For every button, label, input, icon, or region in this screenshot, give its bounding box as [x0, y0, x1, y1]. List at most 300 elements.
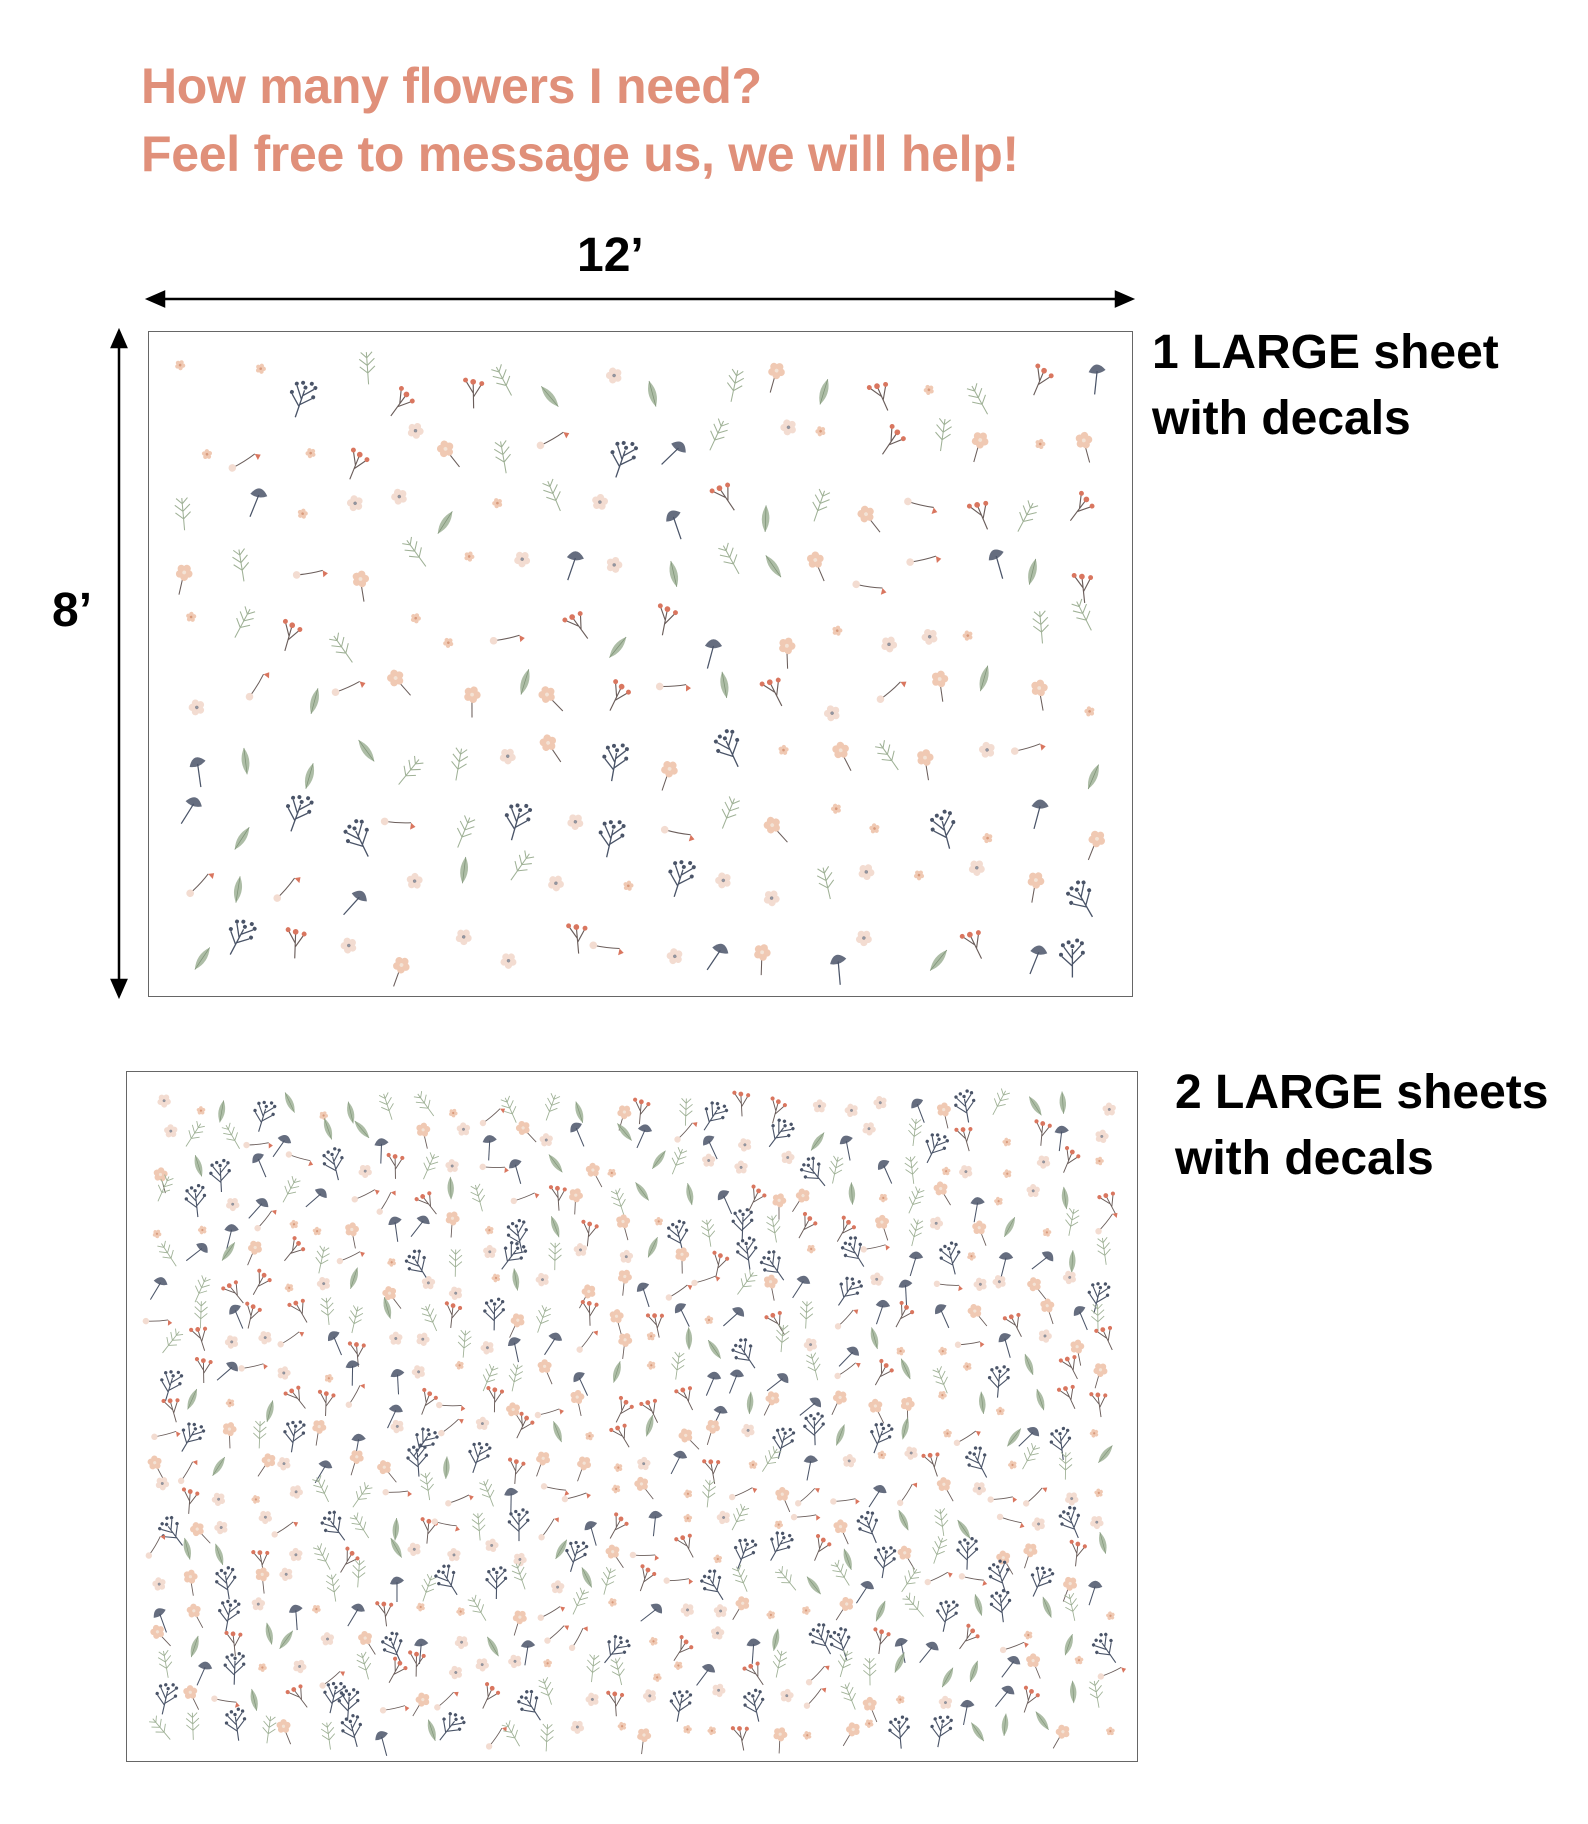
decal-motif: [449, 1249, 462, 1276]
decal-motif: [869, 1327, 881, 1350]
decal-motif: [389, 1575, 409, 1603]
decal-motif: [853, 1508, 886, 1547]
decal-motif: [1002, 1216, 1018, 1239]
decal-motif: [1056, 1381, 1083, 1412]
decal-motif: [406, 871, 425, 890]
decal-motif: [345, 492, 366, 514]
decal-motif: [186, 1712, 200, 1740]
decal-motif: [485, 1635, 502, 1658]
decal-motif: [932, 1597, 960, 1634]
decal-motif: [967, 1251, 977, 1261]
decal-motif: [807, 1533, 834, 1564]
decal-motif: [351, 1189, 381, 1203]
decal-motif: [932, 1179, 956, 1209]
decal-motif: [1023, 1562, 1057, 1601]
decal-motif: [741, 1184, 768, 1215]
decal-motif: [805, 549, 830, 584]
decal-motif: [825, 1388, 850, 1418]
decal-motif: [1000, 1642, 1029, 1654]
decal-motif: [961, 1444, 996, 1483]
decal-motif: [645, 380, 659, 408]
decal-motif: [215, 1359, 241, 1388]
decal-motif: [721, 1304, 747, 1333]
decal-motif: [604, 1542, 629, 1572]
decal-motif: [881, 635, 899, 653]
sheet-one-caption-line-2: with decals: [1152, 392, 1411, 445]
decal-motif: [550, 1579, 566, 1595]
decal-motif: [182, 1683, 204, 1712]
decal-motif: [895, 1694, 907, 1706]
decal-motif: [1020, 1486, 1051, 1508]
decal-motif: [986, 1364, 1011, 1399]
decal-motif: [1097, 1188, 1125, 1219]
decal-motif: [407, 422, 425, 440]
decal-motif: [447, 1663, 465, 1681]
decal-motif: [238, 1360, 268, 1376]
decal-motif: [906, 552, 942, 570]
decal-motif: [961, 628, 975, 642]
decal-motif: [315, 1274, 334, 1293]
decal-motif: [604, 365, 626, 387]
decal-motif: [645, 1236, 660, 1259]
decal-motif: [1064, 1490, 1080, 1507]
decal-motif: [724, 369, 746, 404]
decal-motif: [549, 1184, 569, 1211]
decal-motif: [405, 1443, 429, 1477]
decal-motif: [659, 438, 689, 472]
decal-motif: [830, 1215, 858, 1246]
decal-motif: [636, 1456, 651, 1472]
decal-motif: [584, 1690, 602, 1708]
decal-motif: [1017, 1541, 1040, 1570]
decal-motif: [732, 1269, 758, 1299]
decal-motif: [196, 1105, 207, 1116]
decal-motif: [832, 1362, 863, 1380]
decal-motif: [490, 363, 519, 399]
decal-motif: [333, 1546, 362, 1578]
decal-motif: [1096, 1237, 1112, 1266]
decal-motif: [172, 1418, 208, 1457]
decal-motif: [748, 1460, 758, 1470]
decal-motif: [414, 1387, 440, 1418]
decal-motif: [375, 1599, 396, 1627]
decal-motif: [584, 1161, 607, 1190]
decal-motif: [682, 1488, 694, 1500]
decal-motif: [715, 796, 741, 832]
decal-motif: [700, 1219, 717, 1248]
decal-motif: [632, 1564, 658, 1595]
decal-motif: [1062, 490, 1097, 527]
decal-motif: [752, 943, 772, 976]
decal-motif: [356, 1629, 380, 1659]
decal-motif: [406, 1540, 424, 1558]
decal-motif: [1048, 1426, 1074, 1461]
decal-motif: [629, 1546, 660, 1567]
decal-motif: [240, 1301, 263, 1330]
decal-motif: [1075, 431, 1096, 464]
decal-motif: [284, 1146, 314, 1172]
decal-motif: [717, 542, 746, 578]
decal-motif: [157, 1328, 184, 1357]
decal-motif: [871, 1544, 898, 1580]
decal-motif: [175, 359, 186, 371]
decal-motif: [485, 1538, 499, 1552]
decal-motif: [566, 922, 590, 955]
decal-motif: [803, 1412, 826, 1446]
decal-motif: [520, 1640, 537, 1666]
decal-motif: [679, 1601, 697, 1619]
decal-motif: [939, 1666, 955, 1689]
decal-motif: [1070, 598, 1098, 634]
decal-motif: [632, 1474, 658, 1503]
decal-motif: [996, 1509, 1026, 1535]
decal-motif: [770, 1650, 788, 1679]
decal-motif: [250, 1494, 262, 1506]
decal-motif: [508, 1508, 530, 1541]
decal-motif: [615, 1121, 634, 1142]
decal-motif: [352, 1119, 371, 1140]
decal-motif: [981, 831, 995, 845]
decal-motif: [851, 574, 887, 602]
decal-motif: [799, 1301, 813, 1329]
decal-motif: [389, 1367, 410, 1395]
decal-motif: [877, 1450, 887, 1460]
decal-motif: [231, 548, 251, 582]
decal-motif: [1089, 1428, 1101, 1440]
decal-motif: [952, 1430, 982, 1446]
decal-motif: [192, 1154, 205, 1177]
decal-motif: [609, 1395, 636, 1426]
decal-motif: [921, 1449, 946, 1479]
decal-motif: [570, 1454, 593, 1484]
decal-motif: [505, 1335, 529, 1364]
decal-motif: [842, 1453, 857, 1468]
decal-motif: [313, 1245, 331, 1274]
decal-motif: [489, 631, 525, 649]
decal-motif: [356, 738, 378, 764]
decal-motif: [965, 429, 991, 464]
decal-motif: [701, 1480, 717, 1508]
decal-motif: [537, 731, 566, 766]
decal-motif: [280, 1418, 307, 1454]
decal-motif: [927, 808, 962, 852]
decal-motif: [223, 1333, 241, 1351]
decal-motif: [666, 1147, 688, 1177]
sheet-preview-two: [126, 1071, 1138, 1762]
decal-motif: [669, 1449, 689, 1476]
decal-motif: [275, 1455, 293, 1473]
decal-motif: [1095, 1157, 1104, 1166]
decal-motif: [328, 632, 359, 667]
decal-motif: [503, 1486, 523, 1513]
decal-motif: [210, 1690, 241, 1714]
decal-motif: [867, 1397, 889, 1426]
width-label: 12’: [577, 229, 644, 282]
decal-motif: [953, 1623, 983, 1655]
decal-motif: [317, 1390, 336, 1417]
decal-motif: [695, 1097, 731, 1136]
decal-motif: [304, 1185, 330, 1214]
decal-motif: [671, 1121, 702, 1144]
decal-motif: [479, 1339, 497, 1357]
decal-motif: [937, 1694, 954, 1711]
decal-motif: [579, 1566, 595, 1589]
decal-motif: [860, 1241, 890, 1257]
decal-motif: [573, 1329, 603, 1354]
decal-motif: [152, 1229, 162, 1239]
decal-motif: [1070, 1339, 1086, 1366]
decal-motif: [269, 875, 305, 903]
decal-motif: [278, 1235, 308, 1266]
decal-motif: [634, 1280, 659, 1309]
decal-motif: [348, 1481, 374, 1511]
decal-motif: [1002, 1168, 1014, 1180]
decal-motif: [957, 1163, 975, 1181]
decal-motif: [920, 626, 941, 647]
decal-motif: [679, 1098, 693, 1126]
decal-motif: [932, 670, 950, 702]
decal-motif: [607, 1597, 619, 1609]
decal-motif: [1061, 877, 1103, 924]
decal-motif: [1016, 1685, 1041, 1715]
decal-motif: [484, 1224, 495, 1236]
decal-motif: [804, 1575, 823, 1597]
decal-motif: [607, 1168, 618, 1179]
decal-motif: [1061, 1186, 1070, 1209]
decal-motif: [707, 1250, 730, 1279]
decal-motif: [284, 1282, 295, 1294]
decal-motif: [871, 1094, 890, 1113]
decal-motif: [931, 1366, 953, 1396]
decal-motif: [736, 1135, 755, 1154]
decal-motif: [462, 686, 481, 718]
decal-motif: [900, 1417, 911, 1440]
decal-motif: [336, 1251, 366, 1264]
decal-motif: [1001, 1713, 1009, 1736]
decal-motif: [251, 1208, 282, 1232]
decal-motif: [499, 747, 518, 766]
decal-motif: [302, 762, 317, 790]
decal-motif: [567, 1119, 593, 1147]
decal-motif: [223, 1651, 246, 1685]
decal-motif: [1088, 1630, 1125, 1669]
decal-motif: [151, 1680, 180, 1717]
decal-motif: [712, 1553, 723, 1564]
decal-motif: [710, 1625, 726, 1641]
decal-motif: [712, 1683, 726, 1697]
decal-motif: [183, 1183, 208, 1218]
decal-motif: [506, 1652, 524, 1670]
decal-motif: [631, 1097, 651, 1125]
decal-motif: [232, 876, 244, 903]
decal-motif: [1032, 611, 1050, 645]
decal-motif: [475, 1416, 491, 1432]
decal-motif: [977, 739, 998, 760]
decal-motif: [829, 1272, 865, 1311]
decal-motif: [443, 1456, 451, 1479]
decal-motif: [385, 954, 413, 989]
decal-motif: [878, 1192, 889, 1203]
decal-motif: [1080, 828, 1109, 863]
decal-motif: [447, 1284, 465, 1302]
decal-motif: [1088, 363, 1109, 395]
decal-motif: [805, 1352, 824, 1381]
decal-motif: [500, 1720, 525, 1750]
decal-motif: [308, 1418, 328, 1447]
decal-motif: [969, 1721, 987, 1743]
height-arrow: [112, 331, 126, 996]
decal-motif: [913, 869, 926, 882]
decal-motif: [696, 1566, 732, 1605]
decal-motif: [726, 1503, 750, 1533]
decal-motif: [633, 1180, 651, 1202]
decal-motif: [275, 1717, 296, 1746]
decal-motif: [249, 1150, 275, 1178]
decal-motif: [540, 1724, 554, 1752]
decal-motif: [482, 1134, 501, 1161]
decal-motif: [803, 1455, 819, 1481]
decal-motif: [731, 1208, 754, 1242]
decal-motif: [659, 820, 695, 849]
decal-motif: [194, 1301, 208, 1329]
decal-motif: [713, 870, 735, 892]
decal-motif: [727, 1369, 745, 1396]
decal-motif: [241, 1238, 265, 1268]
decal-motif: [806, 1244, 816, 1255]
decal-motif: [261, 1715, 277, 1744]
decal-motif: [765, 1609, 777, 1621]
decal-motif: [1088, 1680, 1105, 1709]
decal-motif: [673, 1660, 684, 1671]
decal-motif: [529, 1449, 552, 1479]
decal-motif: [373, 1137, 392, 1164]
decal-motif: [667, 1634, 696, 1666]
decal-motif: [706, 1725, 718, 1737]
decal-motif: [320, 1297, 336, 1325]
decal-motif: [482, 1725, 512, 1750]
decal-motif: [778, 744, 790, 756]
decal-motif: [466, 1594, 491, 1624]
decal-motif: [542, 1624, 573, 1645]
decal-motif: [1023, 870, 1047, 904]
decal-motif: [319, 1630, 336, 1648]
decal-motif: [490, 1272, 502, 1284]
decal-motif: [174, 497, 192, 531]
decal-motif: [906, 1218, 925, 1247]
decal-motif: [478, 1479, 500, 1509]
decal-motif: [316, 1508, 353, 1547]
decal-motif: [603, 436, 640, 481]
decal-motif: [812, 1098, 828, 1114]
decal-motif: [232, 825, 253, 851]
decal-motif: [148, 1622, 175, 1651]
decal-motif: [954, 1123, 978, 1153]
decal-motif: [293, 1659, 308, 1674]
decal-motif: [570, 1389, 587, 1417]
decal-motif: [907, 1118, 923, 1147]
decal-motif: [674, 1383, 701, 1414]
decal-motif: [264, 1400, 276, 1423]
decal-motif: [771, 1726, 788, 1754]
decal-motif: [855, 928, 875, 948]
decal-motif: [477, 1107, 508, 1127]
decal-motif: [507, 1608, 529, 1637]
decal-motif: [543, 1658, 553, 1668]
decal-motif: [1007, 1459, 1019, 1471]
decal-motif: [321, 1117, 334, 1140]
decal-motif: [843, 1101, 861, 1119]
sheet-one-caption: [1152, 320, 1499, 452]
decal-motif: [833, 1423, 847, 1446]
decal-motif: [185, 1388, 200, 1411]
decal-motif: [253, 1421, 267, 1449]
decal-motif: [445, 1495, 474, 1507]
decal-motif: [988, 1588, 1014, 1623]
sheet-one-caption-line-1: 1 LARGE sheet: [1152, 326, 1499, 379]
decal-motif: [761, 505, 770, 532]
decal-motif: [392, 1518, 400, 1541]
decal-motif: [771, 1628, 782, 1651]
decal-motif: [734, 1236, 760, 1272]
decal-motif: [382, 1656, 410, 1687]
sheet-two-caption-line-1: 2 LARGE sheets: [1175, 1066, 1549, 1119]
decal-motif: [181, 1120, 207, 1150]
decal-motif: [479, 1158, 510, 1179]
decal-motif: [346, 1305, 365, 1334]
decal-motif: [761, 360, 787, 395]
decal-motif: [567, 1187, 584, 1215]
decal-motif: [987, 1088, 1011, 1118]
decal-motif: [443, 1210, 461, 1238]
decal-motif: [148, 1275, 169, 1303]
decal-motif: [855, 502, 886, 537]
decal-motif: [837, 1720, 863, 1749]
decal-motif: [993, 1195, 1005, 1207]
decal-motif: [457, 1330, 472, 1358]
decal-motif: [537, 1677, 558, 1707]
decal-motif: [565, 1625, 594, 1652]
decal-motif: [1035, 439, 1045, 449]
decal-motif: [830, 1595, 857, 1624]
decal-motif: [796, 1154, 834, 1193]
decal-motif: [665, 945, 686, 966]
decal-motif: [382, 1484, 413, 1504]
decal-motif: [765, 1215, 782, 1244]
decal-motif: [509, 1411, 536, 1442]
decal-motif: [999, 1252, 1013, 1277]
decal-motif: [740, 1687, 769, 1724]
decal-motif: [320, 1722, 336, 1751]
decal-motif: [760, 1114, 797, 1153]
decal-motif: [663, 507, 693, 541]
decal-motif: [215, 1597, 242, 1633]
decal-motif: [379, 1702, 409, 1718]
decal-motif: [763, 1274, 779, 1301]
decal-motif: [151, 1575, 169, 1593]
decal-motif: [548, 1215, 562, 1238]
decal-motif: [669, 1352, 685, 1381]
decal-motif: [709, 478, 744, 515]
decal-motif: [579, 1219, 599, 1247]
decal-motif: [201, 448, 214, 461]
decal-pattern-sparse: [149, 332, 1133, 997]
decal-motif: [771, 1193, 787, 1220]
decal-motif: [927, 1713, 955, 1749]
decal-motif: [357, 1163, 374, 1180]
decal-motif: [1034, 1388, 1047, 1411]
decal-motif: [588, 935, 624, 963]
decal-motif: [867, 1483, 889, 1511]
